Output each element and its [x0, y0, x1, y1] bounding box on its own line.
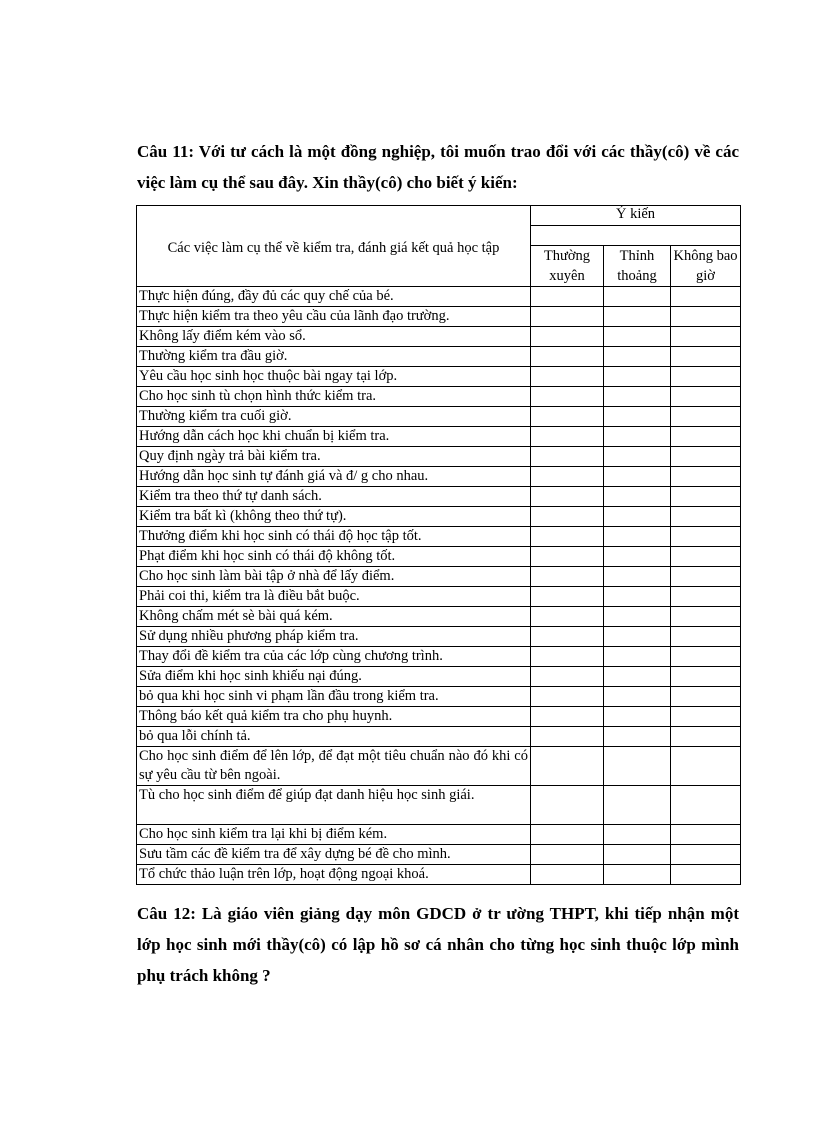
answer-cell-regular[interactable] — [531, 567, 604, 587]
answer-cell-regular[interactable] — [531, 687, 604, 707]
answer-cell-sometimes[interactable] — [604, 287, 671, 307]
answer-cell-never[interactable] — [671, 747, 741, 786]
answer-cell-sometimes[interactable] — [604, 327, 671, 347]
table-row — [137, 667, 741, 687]
answer-cell-never[interactable] — [671, 825, 741, 845]
activity-item: Sưu tầm các đề kiểm tra để xây dựng bé đề cho mình. — [137, 845, 531, 865]
col-header-regular: Thường xuyên — [531, 246, 604, 287]
table-row — [137, 387, 741, 407]
answer-cell-sometimes[interactable] — [604, 627, 671, 647]
answer-cell-regular[interactable] — [531, 367, 604, 387]
answer-cell-never[interactable] — [671, 547, 741, 567]
answer-cell-never[interactable] — [671, 845, 741, 865]
activity-item: Sửa điểm khi học sinh khiếu nại đúng. — [137, 667, 531, 687]
table-row — [137, 367, 741, 387]
table-row — [137, 547, 741, 567]
answer-cell-sometimes[interactable] — [604, 667, 671, 687]
answer-cell-sometimes[interactable] — [604, 547, 671, 567]
answer-cell-never[interactable] — [671, 427, 741, 447]
answer-cell-sometimes[interactable] — [604, 607, 671, 627]
answer-cell-regular[interactable] — [531, 307, 604, 327]
answer-cell-never[interactable] — [671, 607, 741, 627]
answer-cell-sometimes[interactable] — [604, 427, 671, 447]
activity-item: Không chấm mét sè bài quá kém. — [137, 607, 531, 627]
answer-cell-sometimes[interactable] — [604, 845, 671, 865]
table-row — [137, 865, 741, 885]
table-row — [137, 527, 741, 547]
answer-cell-never[interactable] — [671, 447, 741, 467]
answer-cell-never[interactable] — [671, 367, 741, 387]
answer-cell-regular[interactable] — [531, 707, 604, 727]
answer-cell-sometimes[interactable] — [604, 587, 671, 607]
table-row — [137, 467, 741, 487]
answer-cell-never[interactable] — [671, 707, 741, 727]
survey-rows — [137, 287, 741, 885]
col-header-never: Không bao giờ — [671, 246, 741, 287]
activity-item: Thông báo kết quả kiểm tra cho phụ huynh. — [137, 707, 531, 727]
activity-item: Cho học sinh kiểm tra lại khi bị điểm kém. — [137, 825, 531, 845]
answer-cell-regular[interactable] — [531, 547, 604, 567]
answer-cell-regular[interactable] — [531, 845, 604, 865]
answer-cell-never[interactable] — [671, 387, 741, 407]
answer-cell-never[interactable] — [671, 627, 741, 647]
answer-cell-never[interactable] — [671, 567, 741, 587]
activities-header: Các việc làm cụ thể về kiểm tra, đánh giá kết quả học tập — [137, 206, 531, 287]
answer-cell-never[interactable] — [671, 407, 741, 427]
answer-cell-regular[interactable] — [531, 825, 604, 845]
activity-item: Kiểm tra theo thứ tự danh sách. — [137, 487, 531, 507]
answer-cell-regular[interactable] — [531, 647, 604, 667]
answer-cell-regular[interactable] — [531, 487, 604, 507]
answer-cell-regular[interactable] — [531, 587, 604, 607]
answer-cell-sometimes[interactable] — [604, 707, 671, 727]
answer-cell-regular[interactable] — [531, 327, 604, 347]
answer-cell-sometimes[interactable] — [604, 567, 671, 587]
answer-cell-sometimes[interactable] — [604, 507, 671, 527]
table-row — [137, 627, 741, 647]
answer-cell-never[interactable] — [671, 507, 741, 527]
answer-cell-sometimes[interactable] — [604, 367, 671, 387]
answer-cell-never[interactable] — [671, 347, 741, 367]
table-row — [137, 687, 741, 707]
table-row — [137, 287, 741, 307]
answer-cell-never[interactable] — [671, 307, 741, 327]
answer-cell-never[interactable] — [671, 587, 741, 607]
activity-item: Cho học sinh tù chọn hình thức kiểm tra. — [137, 387, 531, 407]
answer-cell-never[interactable] — [671, 865, 741, 885]
activity-item: Sử dụng nhiều phương pháp kiểm tra. — [137, 627, 531, 647]
table-row — [137, 327, 741, 347]
answer-cell-sometimes[interactable] — [604, 387, 671, 407]
opinion-header: Ý kiến — [531, 206, 741, 226]
answer-cell-regular[interactable] — [531, 727, 604, 747]
activity-item: Phạt điểm khi học sinh có thái độ không tốt. — [137, 547, 531, 567]
table-row — [137, 447, 741, 467]
answer-cell-sometimes[interactable] — [604, 407, 671, 427]
table-row — [137, 347, 741, 367]
activity-item: Thưởng điểm khi học sinh có thái độ học tập tốt. — [137, 527, 531, 547]
opinion-spacer-cell — [531, 226, 741, 246]
activity-item: Phải coi thi, kiểm tra là điều bắt buộc. — [137, 587, 531, 607]
answer-cell-regular[interactable] — [531, 467, 604, 487]
activity-item: bỏ qua khi học sinh vi phạm lần đầu trong kiểm tra. — [137, 687, 531, 707]
answer-cell-sometimes[interactable] — [604, 647, 671, 667]
question-12: Câu 12: Là giáo viên giảng dạy môn GDCD ở tr ường THPT, khi tiếp nhận một lớp học sinh mới thầy(cô) có lập hồ sơ cá nhân cho từng học sinh thuộc lớp mình phụ trách không ? — [137, 904, 739, 985]
answer-cell-never[interactable] — [671, 687, 741, 707]
table-row — [137, 845, 741, 865]
answer-cell-sometimes[interactable] — [604, 527, 671, 547]
answer-cell-sometimes[interactable] — [604, 467, 671, 487]
activity-item: bỏ qua lỗi chính tả. — [137, 727, 531, 747]
table-row — [137, 786, 741, 825]
answer-cell-sometimes[interactable] — [604, 447, 671, 467]
activity-item: Hướng dẫn học sinh tự đánh giá và đ/ g cho nhau. — [137, 467, 531, 487]
answer-cell-regular[interactable] — [531, 627, 604, 647]
table-row — [137, 507, 741, 527]
table-row — [137, 607, 741, 627]
answer-cell-never[interactable] — [671, 527, 741, 547]
activity-item: Yêu cầu học sinh học thuộc bài ngay tại lớp. — [137, 367, 531, 387]
answer-cell-regular[interactable] — [531, 287, 604, 307]
col-header-sometimes: Thỉnh thoảng — [604, 246, 671, 287]
answer-cell-never[interactable] — [671, 487, 741, 507]
answer-cell-regular[interactable] — [531, 667, 604, 687]
activity-item: Không lấy điểm kém vào sổ. — [137, 327, 531, 347]
table-row — [137, 407, 741, 427]
table-row — [137, 487, 741, 507]
answer-cell-regular[interactable] — [531, 865, 604, 885]
activity-item: Cho học sinh điểm để lên lớp, để đạt một tiêu chuẩn nào đó khi có sự yêu cầu từ bên ngoài. — [137, 747, 531, 786]
survey-table — [136, 205, 741, 885]
table-row — [137, 587, 741, 607]
activity-item: Thường kiểm tra cuối giờ. — [137, 407, 531, 427]
answer-cell-never[interactable] — [671, 327, 741, 347]
activity-item: Kiểm tra bất kì (không theo thứ tự). — [137, 507, 531, 527]
answer-cell-never[interactable] — [671, 786, 741, 825]
answer-cell-sometimes[interactable] — [604, 865, 671, 885]
answer-cell-regular[interactable] — [531, 407, 604, 427]
answer-cell-never[interactable] — [671, 467, 741, 487]
activity-item: Thực hiện kiểm tra theo yêu cầu của lãnh đạo trường. — [137, 307, 531, 327]
answer-cell-sometimes[interactable] — [604, 687, 671, 707]
answer-cell-sometimes[interactable] — [604, 347, 671, 367]
activity-item: Tổ chức thảo luận trên lớp, hoạt động ngoại khoá. — [137, 865, 531, 885]
activity-item: Thay đổi đề kiểm tra của các lớp cùng chương trình. — [137, 647, 531, 667]
activity-item: Hướng dẫn cách học khi chuẩn bị kiểm tra. — [137, 427, 531, 447]
answer-cell-sometimes[interactable] — [604, 747, 671, 786]
activity-item: Thường kiểm tra đầu giờ. — [137, 347, 531, 367]
answer-cell-never[interactable] — [671, 727, 741, 747]
answer-cell-never[interactable] — [671, 667, 741, 687]
answer-cell-regular[interactable] — [531, 507, 604, 527]
question-11: Câu 11: Với tư cách là một đồng nghiệp, tôi muốn trao đổi với các thầy(cô) về các việc làm cụ thể sau đây. Xin thầy(cô) cho biết ý kiến: — [137, 142, 739, 192]
activity-item: Quy định ngày trả bài kiểm tra. — [137, 447, 531, 467]
table-row — [137, 427, 741, 447]
table-row — [137, 747, 741, 786]
answer-cell-sometimes[interactable] — [604, 307, 671, 327]
answer-cell-never[interactable] — [671, 647, 741, 667]
table-row — [137, 707, 741, 727]
activity-item: Thực hiện đúng, đầy đủ các quy chế của bé. — [137, 287, 531, 307]
table-row — [137, 307, 741, 327]
answer-cell-sometimes[interactable] — [604, 727, 671, 747]
answer-cell-regular[interactable] — [531, 427, 604, 447]
answer-cell-regular[interactable] — [531, 347, 604, 367]
answer-cell-regular[interactable] — [531, 607, 604, 627]
table-row — [137, 825, 741, 845]
answer-cell-regular[interactable] — [531, 447, 604, 467]
table-row — [137, 567, 741, 587]
answer-cell-regular[interactable] — [531, 747, 604, 786]
activity-item: Cho học sinh làm bài tập ở nhà để lấy điểm. — [137, 567, 531, 587]
answer-cell-sometimes[interactable] — [604, 825, 671, 845]
answer-cell-regular[interactable] — [531, 786, 604, 825]
answer-cell-sometimes[interactable] — [604, 487, 671, 507]
answer-cell-sometimes[interactable] — [604, 786, 671, 825]
activity-item: Tù cho học sinh điểm để giúp đạt danh hiệu học sinh giái. — [137, 786, 531, 825]
answer-cell-regular[interactable] — [531, 527, 604, 547]
answer-cell-regular[interactable] — [531, 387, 604, 407]
table-row — [137, 647, 741, 667]
table-row — [137, 727, 741, 747]
answer-cell-never[interactable] — [671, 287, 741, 307]
